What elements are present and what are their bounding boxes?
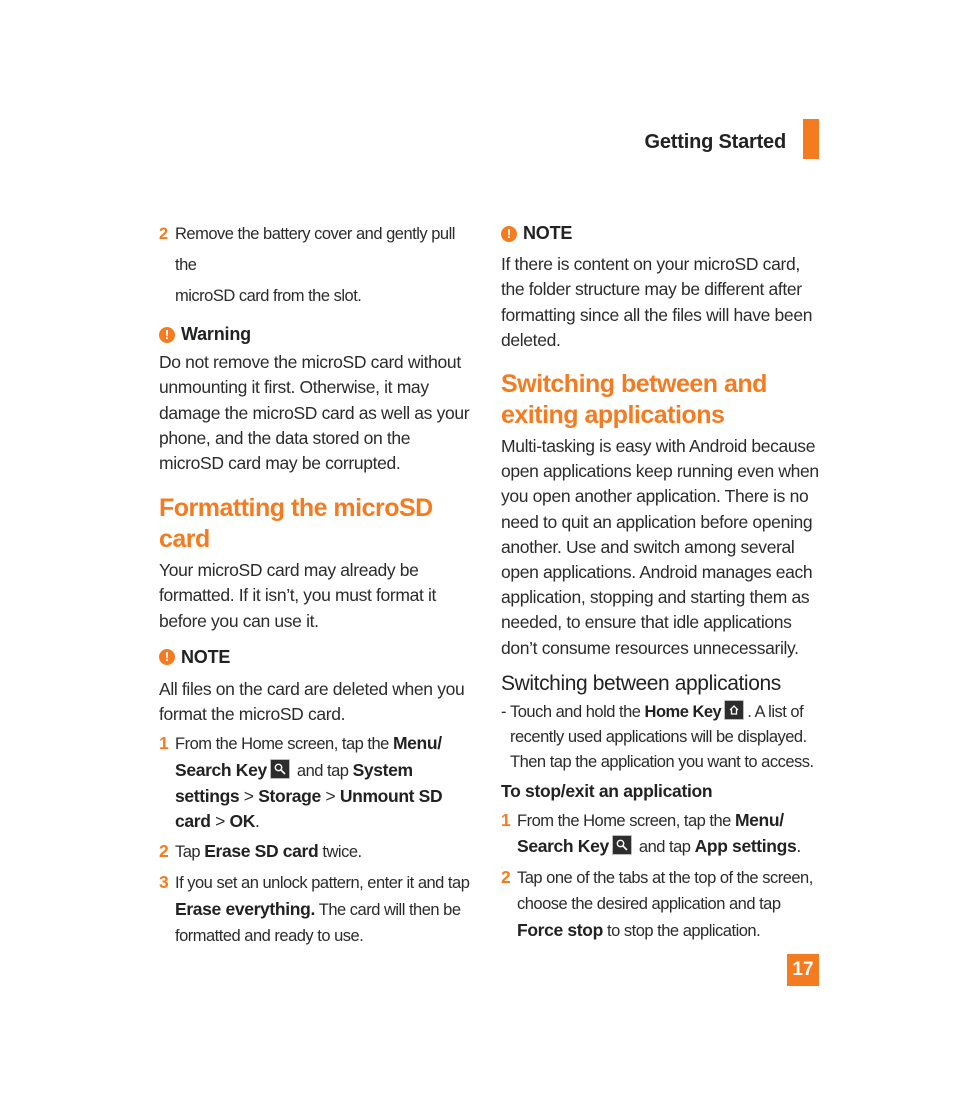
section-intro-switching: Multi-tasking is easy with Android because open applications keep running even when you open another application. There is no need to quit an application before opening another. Use and switch among several open applications. Android manages each application, stopping and starting them as needed, to ensure that idle applications don’t consume resources unnecessarily. (501, 436, 819, 658)
warning-heading (159, 322, 479, 347)
step-number: 2 (159, 841, 169, 862)
note-heading (159, 645, 479, 670)
step-number: 2 (159, 225, 168, 243)
exclamation-circle-icon: ! (159, 649, 175, 665)
home-key-instruction: - Touch and hold the Home Key . A list of recently used applications will be displayed. Then tap the application you want to access. (501, 700, 821, 776)
menu-search-key-icon (270, 759, 290, 779)
right-column (501, 219, 821, 944)
page-number-badge: 17 (787, 954, 819, 986)
note-title: NOTE (181, 646, 231, 667)
menu-search-key-icon (612, 835, 632, 855)
step-text-line1: Remove the battery cover and gently pull the (175, 225, 455, 274)
note-body: All files on the card are deleted when you format the microSD card. (159, 679, 465, 725)
page-header-title: Getting Started (644, 131, 786, 153)
header-accent-bar (803, 119, 819, 159)
step-text-line2: microSD card from the slot. (175, 287, 362, 305)
step-number: 1 (159, 733, 169, 754)
exclamation-circle-icon: ! (501, 226, 517, 242)
section-title-switching: Switching between and exiting applications (501, 370, 767, 430)
home-key-icon (724, 700, 744, 720)
section-intro-formatting: Your microSD card may already be formatted. If it isn’t, you must format it before you can use it. (159, 560, 437, 631)
format-step-1: 1 From the Home screen, tap the Menu/ Search Key and tap System settings > Storage > Unmount SD card > OK. (159, 733, 443, 832)
step-number: 2 (501, 867, 511, 888)
note-heading (501, 221, 821, 246)
step-number: 1 (501, 809, 511, 830)
format-step-2: 2 Tap Erase SD card twice. (159, 839, 479, 865)
left-column (159, 219, 479, 949)
exclamation-circle-icon: ! (159, 327, 175, 343)
stop-exit-title: To stop/exit an application (501, 780, 713, 801)
step-remove-card (159, 219, 479, 312)
note-body: If there is content on your microSD card, the folder structure may be different after formatting since all the files will have been deleted. (501, 254, 813, 350)
note-title: NOTE (523, 223, 573, 243)
format-step-3: 3 If you set an unlock pattern, enter it and tap Erase everything. The card will then be formatted and ready to use. (159, 872, 470, 945)
warning-body: Do not remove the microSD card without unmounting it first. Otherwise, it may damage the microSD card as well as your phone, and the data stored on the microSD card may be corrupted. (159, 352, 470, 474)
step-number: 3 (159, 872, 169, 893)
subsection-title: Switching between applications (501, 671, 781, 695)
stop-step-2: 2 Tap one of the tabs at the top of the screen, choose the desired application and tap Force stop to stop the application. (501, 867, 813, 940)
section-title-formatting: Formatting the microSD card (159, 494, 433, 554)
stop-step-1: 1 From the Home screen, tap the Menu/ Search Key and tap App settings. (501, 809, 801, 857)
warning-title: Warning (181, 324, 251, 344)
